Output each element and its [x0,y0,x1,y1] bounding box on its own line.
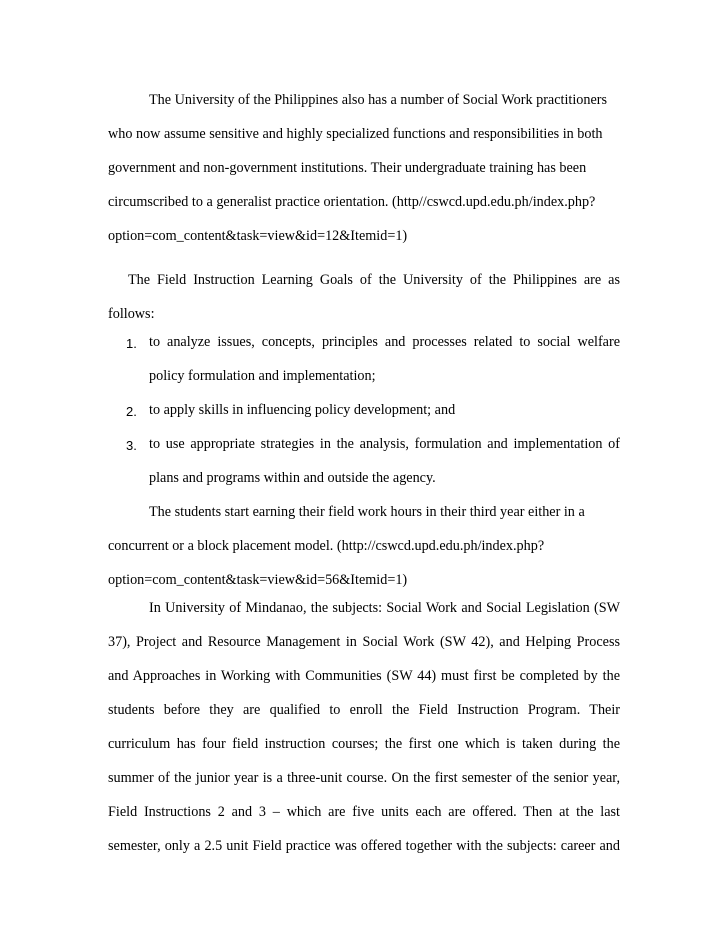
text-line-content: students before they are qualified to enroll the Field Instruction Program. Their [108,702,620,718]
list-number: 3. [126,438,137,453]
text-line-content: semester, only a 2.5 unit Field practice was offered together with the subjects: career and [108,838,620,854]
text-line [149,334,620,351]
list-number: 1. [126,336,137,351]
text-line-content: and Approaches in Working with Communities (SW 44) must first be completed by the [108,668,620,684]
text-line [108,702,620,719]
text-line [108,668,620,685]
text-line-content: The Field Instruction Learning Goals of the University of the Philippines are as [128,272,620,288]
text-line: The students start earning their field work hours in their third year either in a [149,504,585,520]
text-line [128,272,620,289]
text-line: option=com_content&task=view&id=56&Itemid=1) [108,572,408,588]
text-line: government and non-government institutions. Their undergraduate training has been [108,160,587,176]
text-line-content: Field Instructions 2 and 3 – which are five units each are offered. Then at the last [108,804,620,820]
list-number: 2. [126,404,137,419]
text-line: circumscribed to a generalist practice orientation. (http//cswcd.upd.edu.ph/index.php? [108,194,596,210]
text-line [149,436,620,453]
text-line: to apply skills in influencing policy development; and [149,402,456,418]
text-line-content: summer of the junior year is a three-unit course. On the first semester of the senior year, [108,770,620,786]
text-line: policy formulation and implementation; [149,368,376,384]
text-line [108,804,620,821]
text-line: plans and programs within and outside the agency. [149,470,436,486]
text-line [108,770,620,787]
text-line [108,838,620,855]
text-line: who now assume sensitive and highly specialized functions and responsibilities in both [108,126,603,142]
text-line-content: to analyze issues, concepts, principles and processes related to social welfare [149,334,620,350]
text-line-content: 37), Project and Resource Management in Social Work (SW 42), and Helping Process [108,634,620,650]
text-line-content: In University of Mindanao, the subjects: Social Work and Social Legislation (SW [149,600,620,616]
text-line: concurrent or a block placement model. (http://cswcd.upd.edu.ph/index.php? [108,538,545,554]
text-line-content: curriculum has four field instruction courses; the first one which is taken during the [108,736,620,752]
text-line: The University of the Philippines also has a number of Social Work practitioners [149,92,608,108]
text-line: option=com_content&task=view&id=12&Itemid=1) [108,228,408,244]
text-line [108,736,620,753]
text-line [108,634,620,651]
text-line-content: to use appropriate strategies in the analysis, formulation and implementation of [149,436,620,452]
text-line [149,600,620,617]
text-line: follows: [108,306,155,322]
